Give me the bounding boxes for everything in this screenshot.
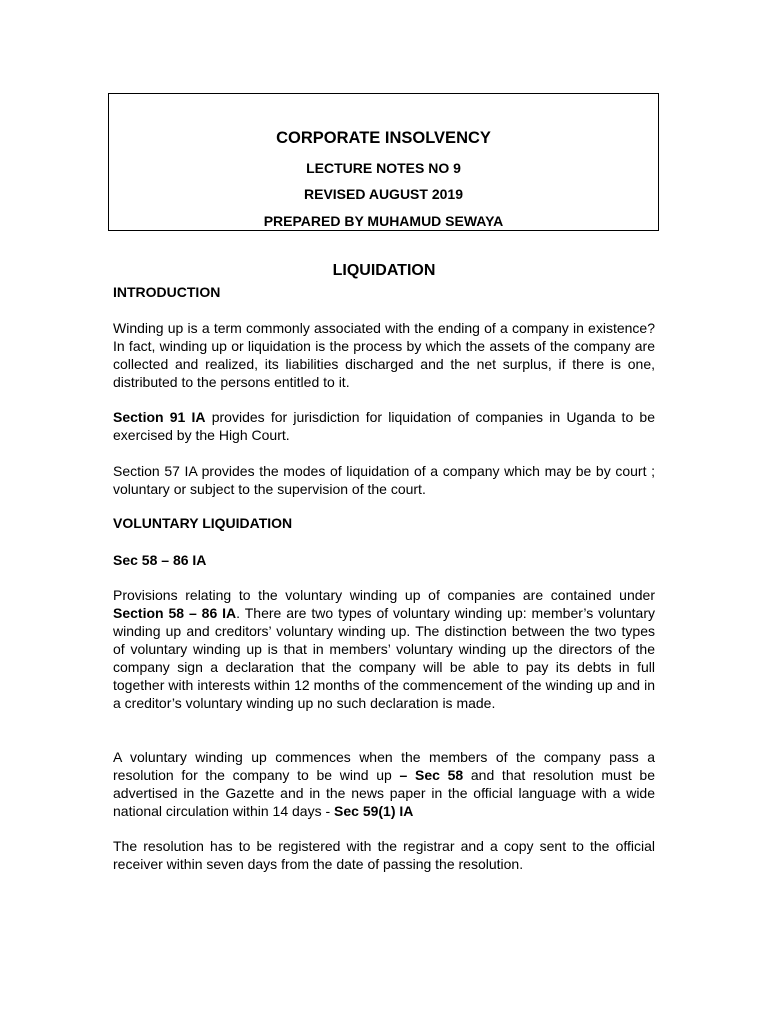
commencement-text-a: A voluntary winding up commences when the members of the company pass a resolution for the company to be wind up	[113, 749, 655, 783]
commencement-text-c: and that resolution must be advertised in the Gazette and in the news paper in the official language with a wide national circulation within 14 days -	[113, 767, 655, 819]
section-range-heading: Sec 58 – 86 IA	[113, 552, 207, 568]
document-title: CORPORATE INSOLVENCY	[276, 129, 491, 147]
section-58-86-ref: Section 58 – 86 IA	[113, 605, 237, 621]
jurisdiction-text: provides for jurisdiction for liquidation of companies in Uganda to be exercised by the High Court.	[113, 409, 655, 443]
jurisdiction-paragraph	[113, 408, 655, 444]
author-line: PREPARED BY MUHAMUD SEWAYA	[263, 213, 504, 229]
registration-paragraph: The resolution has to be registered with the registrar and a copy sent to the official receiver within seven days from the date of passing the resolution.	[113, 838, 655, 872]
section-title: LIQUIDATION	[332, 262, 436, 279]
sec-58-ref: – Sec 58	[399, 767, 464, 783]
section-91-ref: Section 91 IA	[113, 409, 206, 425]
title-box	[108, 93, 659, 231]
sec-59-ref: Sec 59(1) IA	[334, 803, 414, 819]
provisions-text-a: Provisions relating to the voluntary winding up of companies are contained under	[113, 587, 655, 603]
lecture-number: LECTURE NOTES NO 9	[306, 160, 461, 176]
voluntary-provisions-paragraph	[113, 586, 655, 712]
provisions-text-c: . There are two types of voluntary winding up: member’s voluntary winding up and creditors’ voluntary winding up. The distinction between the two types of voluntary winding up is that in members’ voluntary winding up the directors of the company sign a declaration that the company will be able to pay its debts in full together with interests within 12 months of the commencement of the winding up and in a creditor’s voluntary winding up no such declaration is made.	[113, 605, 655, 711]
introduction-heading: INTRODUCTION	[113, 284, 221, 300]
intro-paragraph: Winding up is a term commonly associated with the ending of a company in existence? In fact, winding up or liquidation is the process by which the assets of the company are collected and realized, its liabilities discharged and the net surplus, if there is one, distributed to the persons entitled to it.	[113, 320, 655, 390]
modes-paragraph: Section 57 IA provides the modes of liquidation of a company which may be by court ; voluntary or subject to the supervision of the court.	[113, 463, 655, 497]
voluntary-liquidation-heading: VOLUNTARY LIQUIDATION	[113, 515, 293, 531]
commencement-paragraph	[113, 748, 655, 820]
revision-date: REVISED AUGUST 2019	[304, 186, 463, 202]
